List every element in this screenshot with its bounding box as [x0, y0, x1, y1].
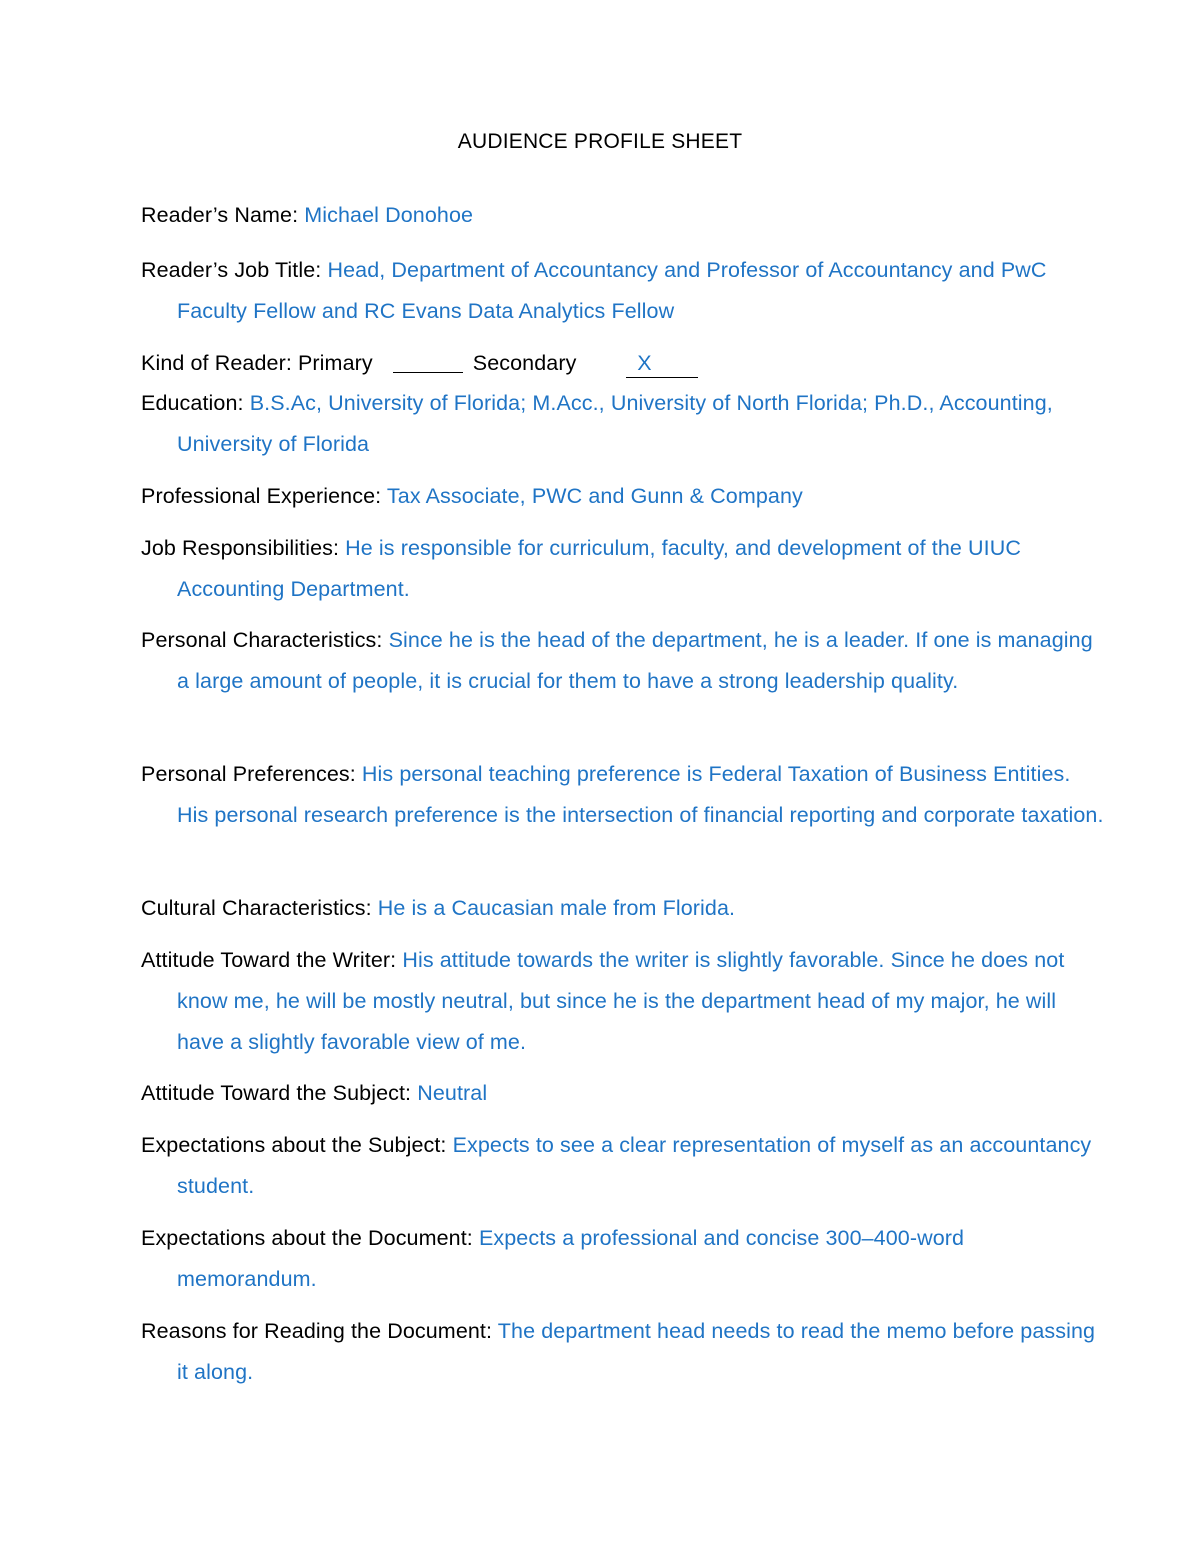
field-education: [141, 383, 1107, 465]
field-personal-characteristics: [141, 620, 1107, 702]
field-kind-of-reader: [141, 343, 1107, 384]
field-expectations-subject: [141, 1125, 1107, 1207]
field-value: Since he is the head of the department, he is a leader. If one is managing a large amount of people, it is crucial for them to have a strong leadership quality.: [177, 628, 1093, 693]
field-readers-name: [141, 195, 1107, 236]
field-job-title: [141, 250, 1107, 332]
field-label: Attitude Toward the Subject:: [141, 1081, 412, 1105]
field-label: Job Responsibilities:: [141, 536, 340, 560]
field-professional-experience: [141, 476, 1107, 517]
field-label: Education:: [141, 391, 244, 415]
field-label: Kind of Reader:: [141, 351, 292, 375]
field-label: Personal Characteristics:: [141, 628, 383, 652]
field-value: He is responsible for curriculum, faculty, and development of the UIUC Accounting Department.: [177, 536, 1021, 601]
field-label: Attitude Toward the Writer:: [141, 948, 397, 972]
field-value: The department head needs to read the memo before passing it along.: [177, 1319, 1096, 1384]
field-personal-preferences: [141, 754, 1107, 836]
field-value: Michael Donohoe: [304, 203, 474, 227]
field-value: Expects a professional and concise 300–400-word memorandum.: [177, 1226, 965, 1291]
primary-blank: [393, 350, 463, 373]
field-value: B.S.Ac, University of Florida; M.Acc., University of North Florida; Ph.D., Accounting, University of Florida: [177, 391, 1053, 456]
field-value: His personal teaching preference is Federal Taxation of Business Entities. His personal research preference is the intersection of financial reporting and corporate taxation.: [177, 762, 1104, 827]
field-value: Neutral: [417, 1081, 488, 1105]
field-value: Head, Department of Accountancy and Professor of Accountancy and PwC Faculty Fellow and RC Evans Data Analytics Fellow: [177, 258, 1047, 323]
field-label: Reader’s Job Title:: [141, 258, 322, 282]
field-value: Tax Associate, PWC and Gunn & Company: [386, 484, 803, 508]
field-label: Reader’s Name:: [141, 203, 299, 227]
field-label: Expectations about the Subject:: [141, 1133, 447, 1157]
field-value: His attitude towards the writer is slightly favorable. Since he does not know me, he will be mostly neutral, but since he is the department head of my major, he will have a slightly favorable view of me.: [177, 948, 1065, 1054]
field-cultural-characteristics: [141, 888, 1107, 929]
field-label: Reasons for Reading the Document:: [141, 1319, 493, 1343]
field-attitude-toward-subject: [141, 1073, 1107, 1114]
field-label: Expectations about the Document:: [141, 1226, 473, 1250]
secondary-mark: X: [637, 351, 652, 375]
field-value: Expects to see a clear representation of myself as an accountancy student.: [177, 1133, 1092, 1198]
field-job-responsibilities: [141, 528, 1107, 610]
primary-option-label: Primary: [297, 351, 373, 375]
field-attitude-toward-writer: [141, 940, 1107, 1063]
field-reasons-for-reading: [141, 1311, 1107, 1393]
field-expectations-document: [141, 1218, 1107, 1300]
field-label: Personal Preferences:: [141, 762, 356, 786]
field-value: He is a Caucasian male from Florida.: [377, 896, 736, 920]
secondary-blank: [626, 351, 698, 378]
page-title: AUDIENCE PROFILE SHEET: [457, 130, 743, 153]
field-label: Professional Experience:: [141, 484, 382, 508]
secondary-option-label: Secondary: [472, 351, 577, 375]
field-label: Cultural Characteristics:: [141, 896, 372, 920]
